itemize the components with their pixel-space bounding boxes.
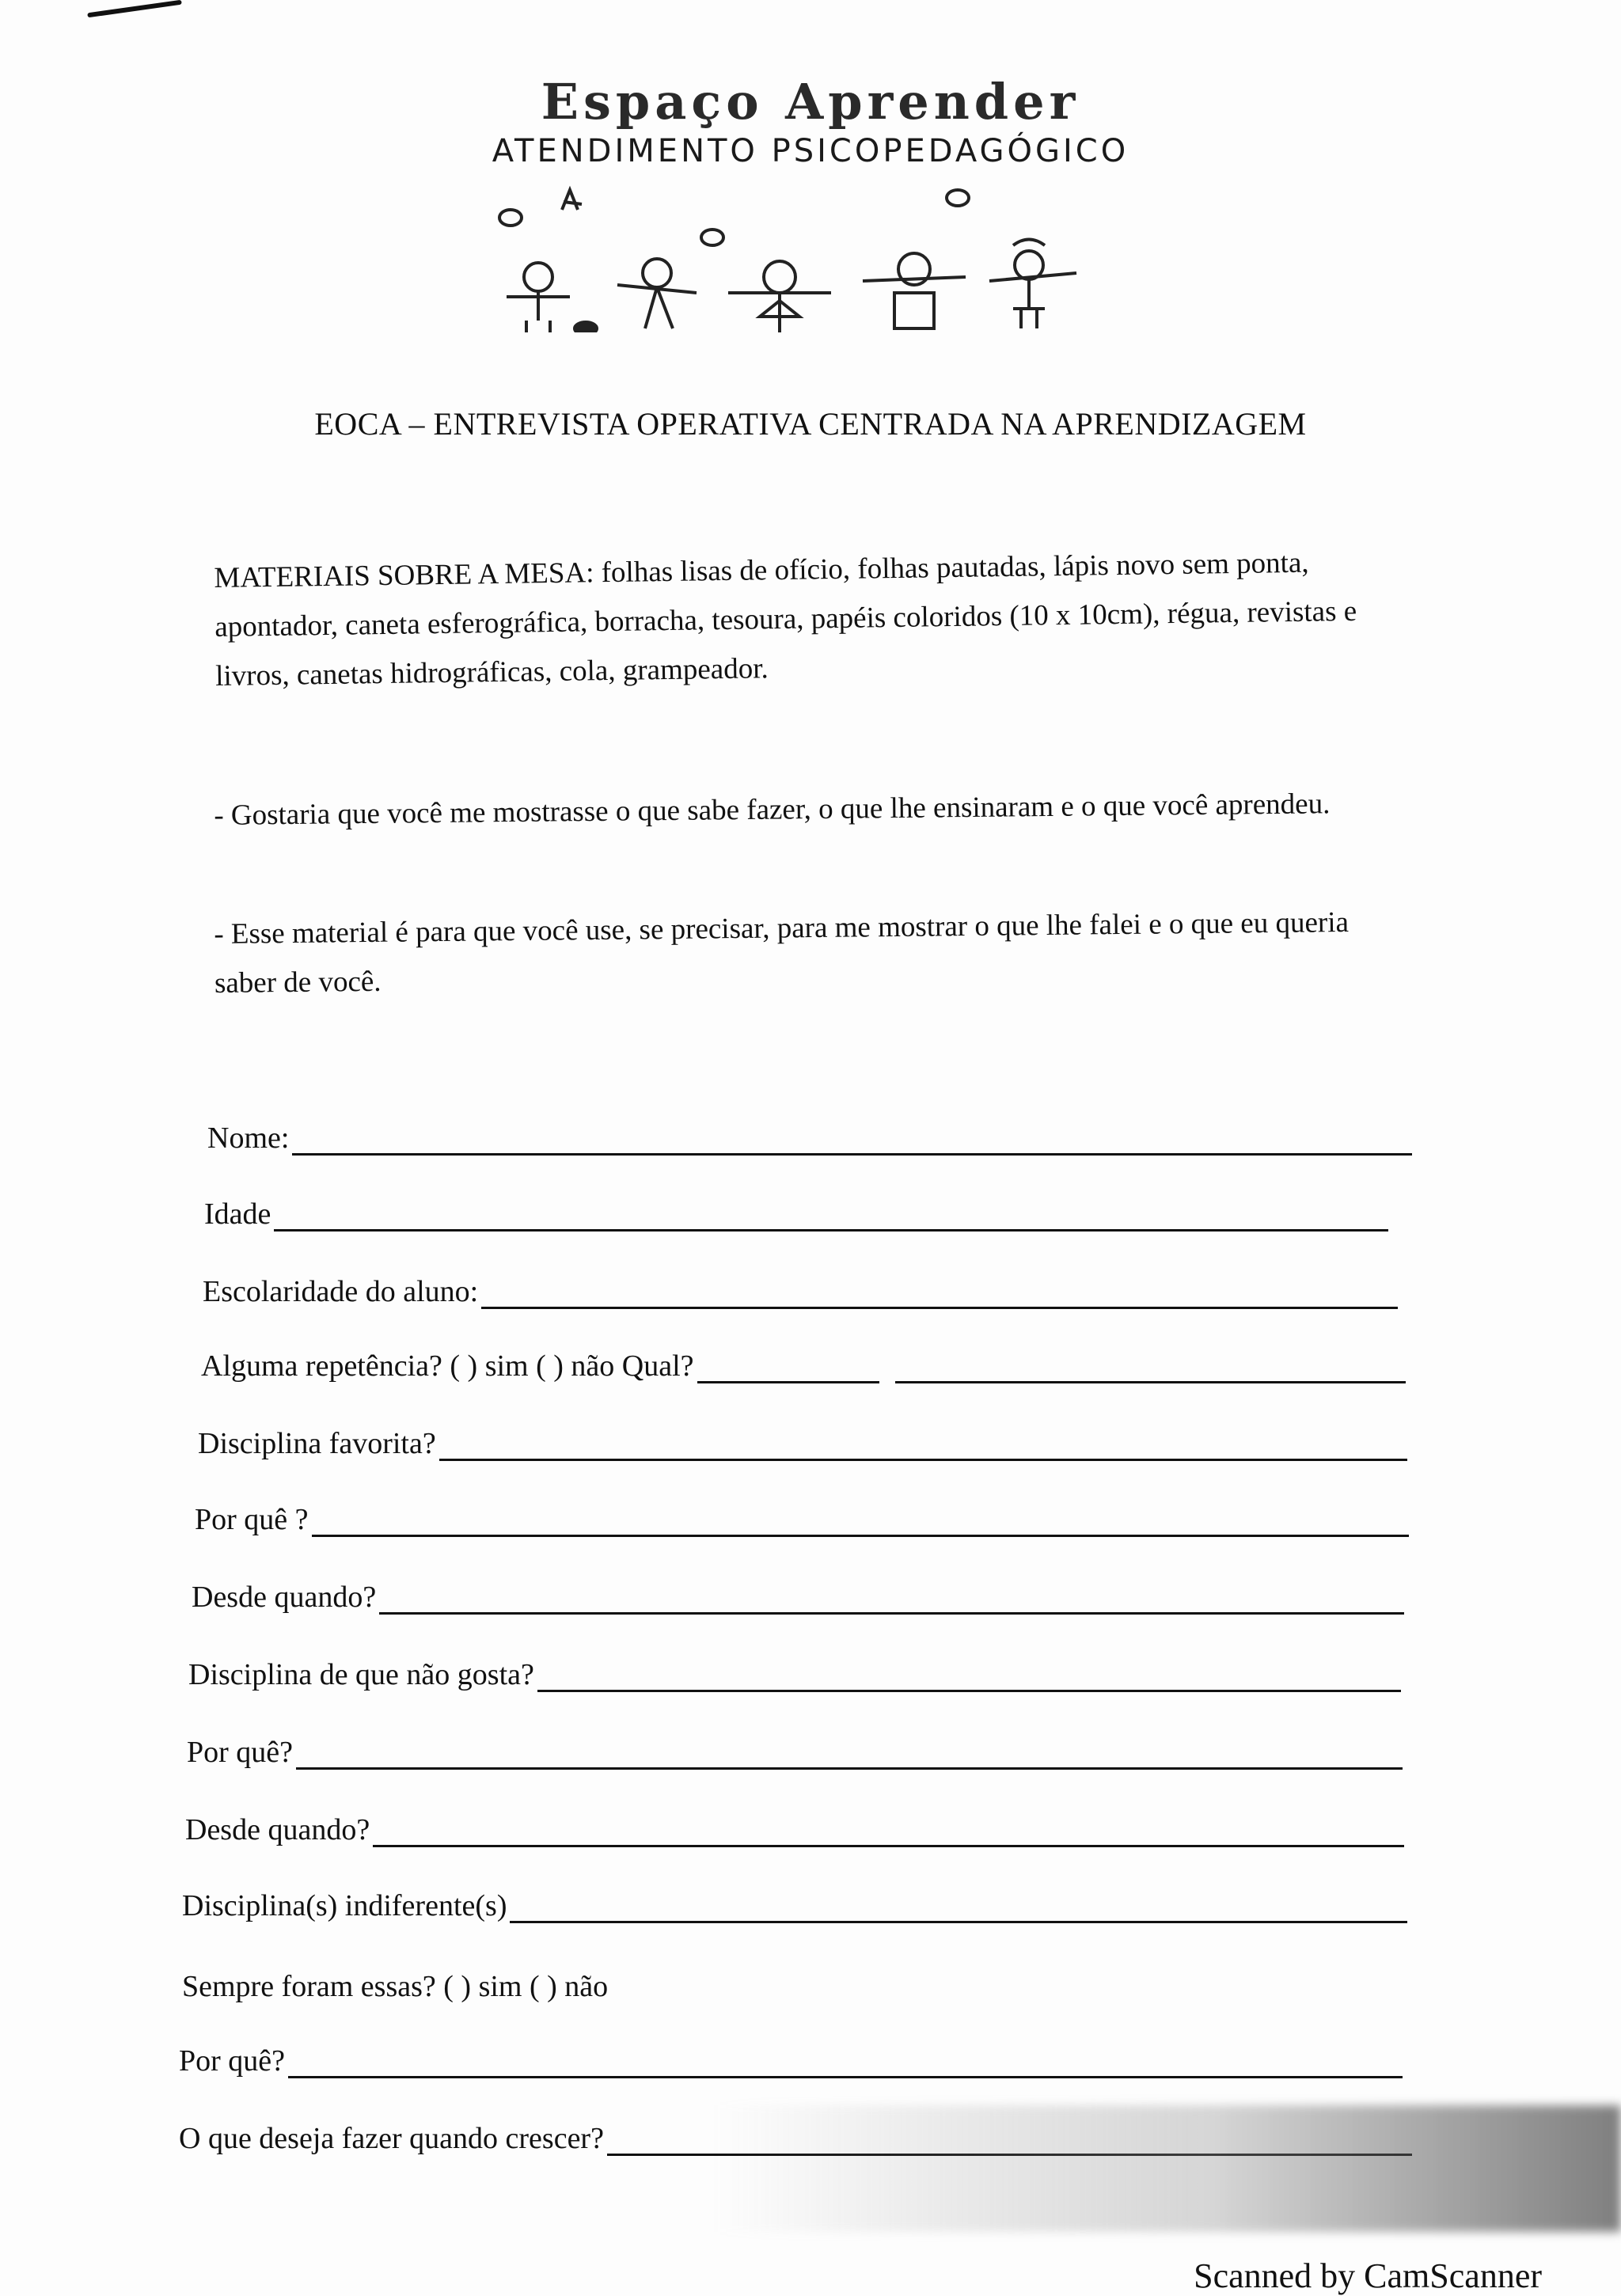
field-label: Sempre foram essas? ( ) sim ( ) não (182, 1970, 609, 2003)
answer-line[interactable] (895, 1357, 1406, 1383)
field-label: Alguma repetência? ( ) sim ( ) não Qual? (201, 1349, 694, 1383)
field-repetencia (201, 1349, 1406, 1383)
field-nome (207, 1121, 1412, 1156)
answer-line[interactable] (312, 1511, 1409, 1537)
instruction-paragraph-1: - Gostaria que você me mostrasse o que sabe fazer, o que lhe ensinaram e o que você aprendeu. (214, 787, 1331, 832)
field-label: Por quê? (179, 2044, 286, 2078)
scan-shadow (712, 2105, 1621, 2232)
answer-line[interactable] (292, 1129, 1412, 1156)
field-label: Por quê? (187, 1736, 294, 1769)
field-label: Disciplina de que não gosta? (188, 1658, 534, 1691)
logo-title: Espaço Aprender (541, 73, 1080, 131)
field-desde-quando-1 (192, 1580, 1404, 1615)
answer-line[interactable] (510, 1897, 1407, 1923)
answer-line[interactable] (274, 1205, 1388, 1231)
field-escolaridade (203, 1274, 1398, 1309)
pen-mark (87, 0, 182, 17)
instruction-paragraph-2: - Esse material é para que você use, se precisar, para me mostrar o que lhe falei e o que eu queria saber de você. (214, 905, 1350, 1000)
answer-line[interactable] (537, 1666, 1401, 1692)
field-por-que-3 (179, 2044, 1403, 2078)
field-label: Desde quando? (192, 1581, 377, 1614)
page-subtitle: ATENDIMENTO PSICOPEDAGÓGICO (492, 133, 1129, 169)
field-idade (204, 1197, 1388, 1231)
document-title: EOCA – ENTREVISTA OPERATIVA CENTRADA NA APRENDIZAGEM (314, 406, 1307, 442)
answer-line[interactable] (373, 1821, 1404, 1847)
field-label: Por quê ? (195, 1503, 309, 1536)
answer-line[interactable] (439, 1435, 1407, 1461)
field-label: Nome: (207, 1121, 290, 1155)
field-indiferentes (182, 1888, 1407, 1923)
answer-line[interactable] (296, 1744, 1403, 1770)
answer-line[interactable] (379, 1588, 1404, 1615)
field-label: Escolaridade do aluno: (203, 1275, 479, 1308)
answer-line[interactable] (288, 2052, 1403, 2078)
answer-line[interactable] (697, 1357, 879, 1383)
field-label: O que deseja fazer quando crescer? (179, 2122, 604, 2155)
field-sempre-essas (182, 1969, 608, 2004)
scanner-watermark: Scanned by CamScanner (1194, 2256, 1542, 2295)
field-label: Disciplina favorita? (198, 1427, 436, 1460)
answer-line[interactable] (481, 1283, 1398, 1309)
field-por-que-2 (187, 1735, 1403, 1770)
field-disciplina-favorita (198, 1426, 1407, 1461)
field-por-que-1 (195, 1502, 1409, 1537)
field-label: Disciplina(s) indiferente(s) (182, 1889, 507, 1922)
field-label: Idade (204, 1197, 271, 1231)
field-disciplina-nao-gosta (188, 1657, 1401, 1692)
field-label: Desde quando? (185, 1813, 370, 1846)
field-desde-quando-2 (185, 1812, 1404, 1847)
children-illustration (475, 182, 1108, 332)
materials-paragraph: MATERIAIS SOBRE A MESA: folhas lisas de ofício, folhas pautadas, lápis novo sem ponta, apontador, caneta esferográfica, borracha, tesoura, papéis coloridos (10 x 10cm), régua, revistas e livros, canetas hidrográficas, cola, grampeador. (214, 546, 1357, 693)
